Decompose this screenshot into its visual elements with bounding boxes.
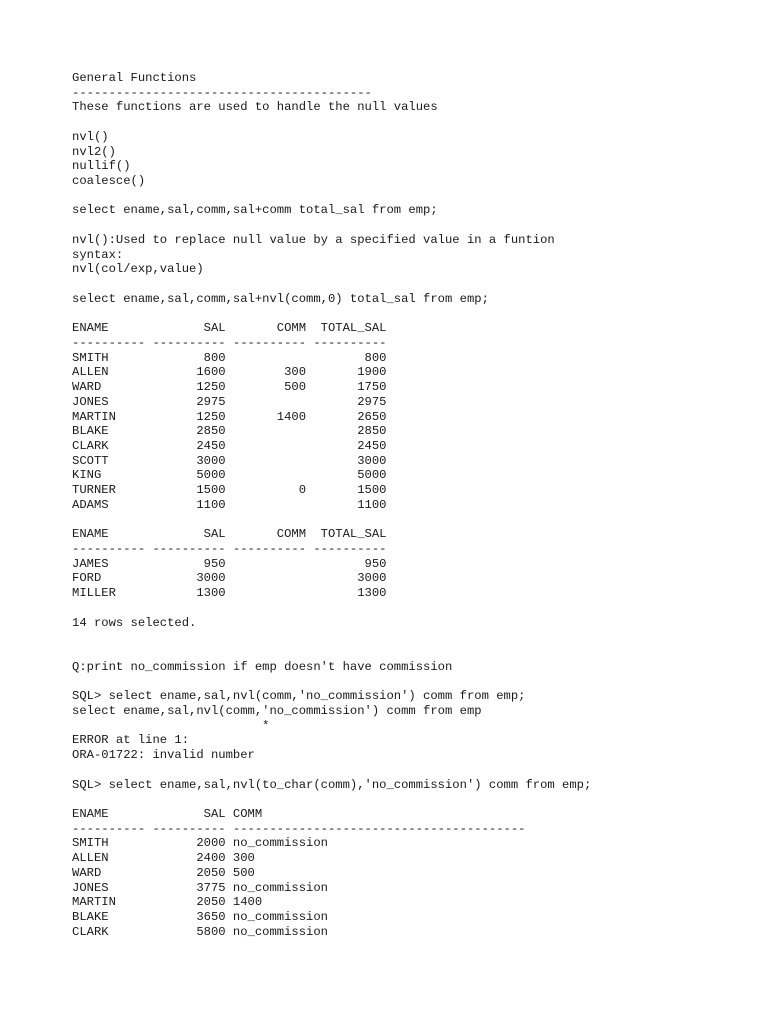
doc-line: WARD 1250 500 1750 [72, 380, 387, 395]
doc-line: Q:print no_commission if emp doesn't have commission [72, 659, 453, 674]
doc-line: TURNER 1500 0 1500 [72, 483, 387, 498]
doc-line: nvl2() [72, 144, 116, 159]
doc-line [72, 645, 591, 660]
doc-line: select ename,sal,nvl(comm,'no_commission') comm from emp [72, 703, 482, 718]
doc-line: MARTIN 2050 1400 [72, 895, 263, 910]
doc-line: SQL> select ename,sal,nvl(comm,'no_commission') comm from emp; [72, 689, 526, 704]
document-text [72, 71, 591, 939]
doc-line [72, 277, 591, 292]
doc-line: CLARK 2450 2450 [72, 438, 387, 453]
doc-line [72, 601, 591, 616]
doc-line: ENAME SAL COMM TOTAL_SAL [72, 527, 387, 542]
doc-line [72, 115, 591, 130]
doc-line [72, 630, 591, 645]
doc-line: select ename,sal,comm,sal+nvl(comm,0) total_sal from emp; [72, 291, 489, 306]
doc-line [72, 763, 591, 778]
doc-line: ADAMS 1100 1100 [72, 497, 387, 512]
doc-line: These functions are used to handle the null values [72, 100, 438, 115]
doc-line: ---------- ---------- ---------- ---------- [72, 542, 387, 556]
doc-line: ERROR at line 1: [72, 733, 190, 748]
doc-line: ALLEN 1600 300 1900 [72, 365, 387, 380]
doc-line: JAMES 950 950 [72, 556, 387, 571]
doc-line: ALLEN 2400 300 [72, 851, 255, 866]
doc-line: BLAKE 2850 2850 [72, 424, 387, 439]
doc-line: SQL> select ename,sal,nvl(to_char(comm),'no_commission') comm from emp; [72, 777, 592, 792]
doc-line: nvl() [72, 129, 109, 144]
doc-line: nvl(col/exp,value) [72, 262, 204, 277]
doc-line [72, 792, 591, 807]
doc-line: select ename,sal,comm,sal+comm total_sal from emp; [72, 203, 438, 218]
doc-line: SCOTT 3000 3000 [72, 453, 387, 468]
doc-line: nvl():Used to replace null value by a specified value in a funtion [72, 232, 555, 247]
doc-line: ---------- ---------- ---------------------------------------- [72, 821, 526, 836]
doc-line: WARD 2050 500 [72, 865, 255, 880]
doc-line: * [72, 718, 270, 733]
doc-line [72, 307, 591, 322]
doc-line: ENAME SAL COMM TOTAL_SAL [72, 321, 387, 336]
doc-line [72, 218, 591, 233]
doc-line: General Functions [72, 71, 197, 85]
doc-line: FORD 3000 3000 [72, 571, 387, 586]
doc-line: 14 rows selected. [72, 615, 197, 630]
doc-line [72, 513, 591, 528]
doc-line: ENAME SAL COMM [72, 806, 263, 821]
doc-line: ---------- ---------- ---------- ---------- [72, 335, 387, 350]
doc-line: SMITH 800 800 [72, 350, 387, 365]
doc-line: nullif() [72, 159, 131, 174]
doc-line: MARTIN 1250 1400 2650 [72, 409, 387, 424]
doc-line: SMITH 2000 no_commission [72, 836, 328, 851]
doc-line: JONES 3775 no_commission [72, 880, 328, 895]
doc-line: ORA-01722: invalid number [72, 748, 255, 763]
doc-line: coalesce() [72, 174, 146, 189]
doc-line [72, 674, 591, 689]
doc-line [72, 189, 591, 204]
doc-line: JONES 2975 2975 [72, 394, 387, 409]
doc-line: MILLER 1300 1300 [72, 586, 387, 601]
doc-line: KING 5000 5000 [72, 468, 387, 483]
doc-line: CLARK 5800 no_commission [72, 924, 328, 939]
doc-line: BLAKE 3650 no_commission [72, 909, 328, 924]
doc-line: ----------------------------------------- [72, 85, 372, 100]
doc-line: syntax: [72, 247, 124, 262]
